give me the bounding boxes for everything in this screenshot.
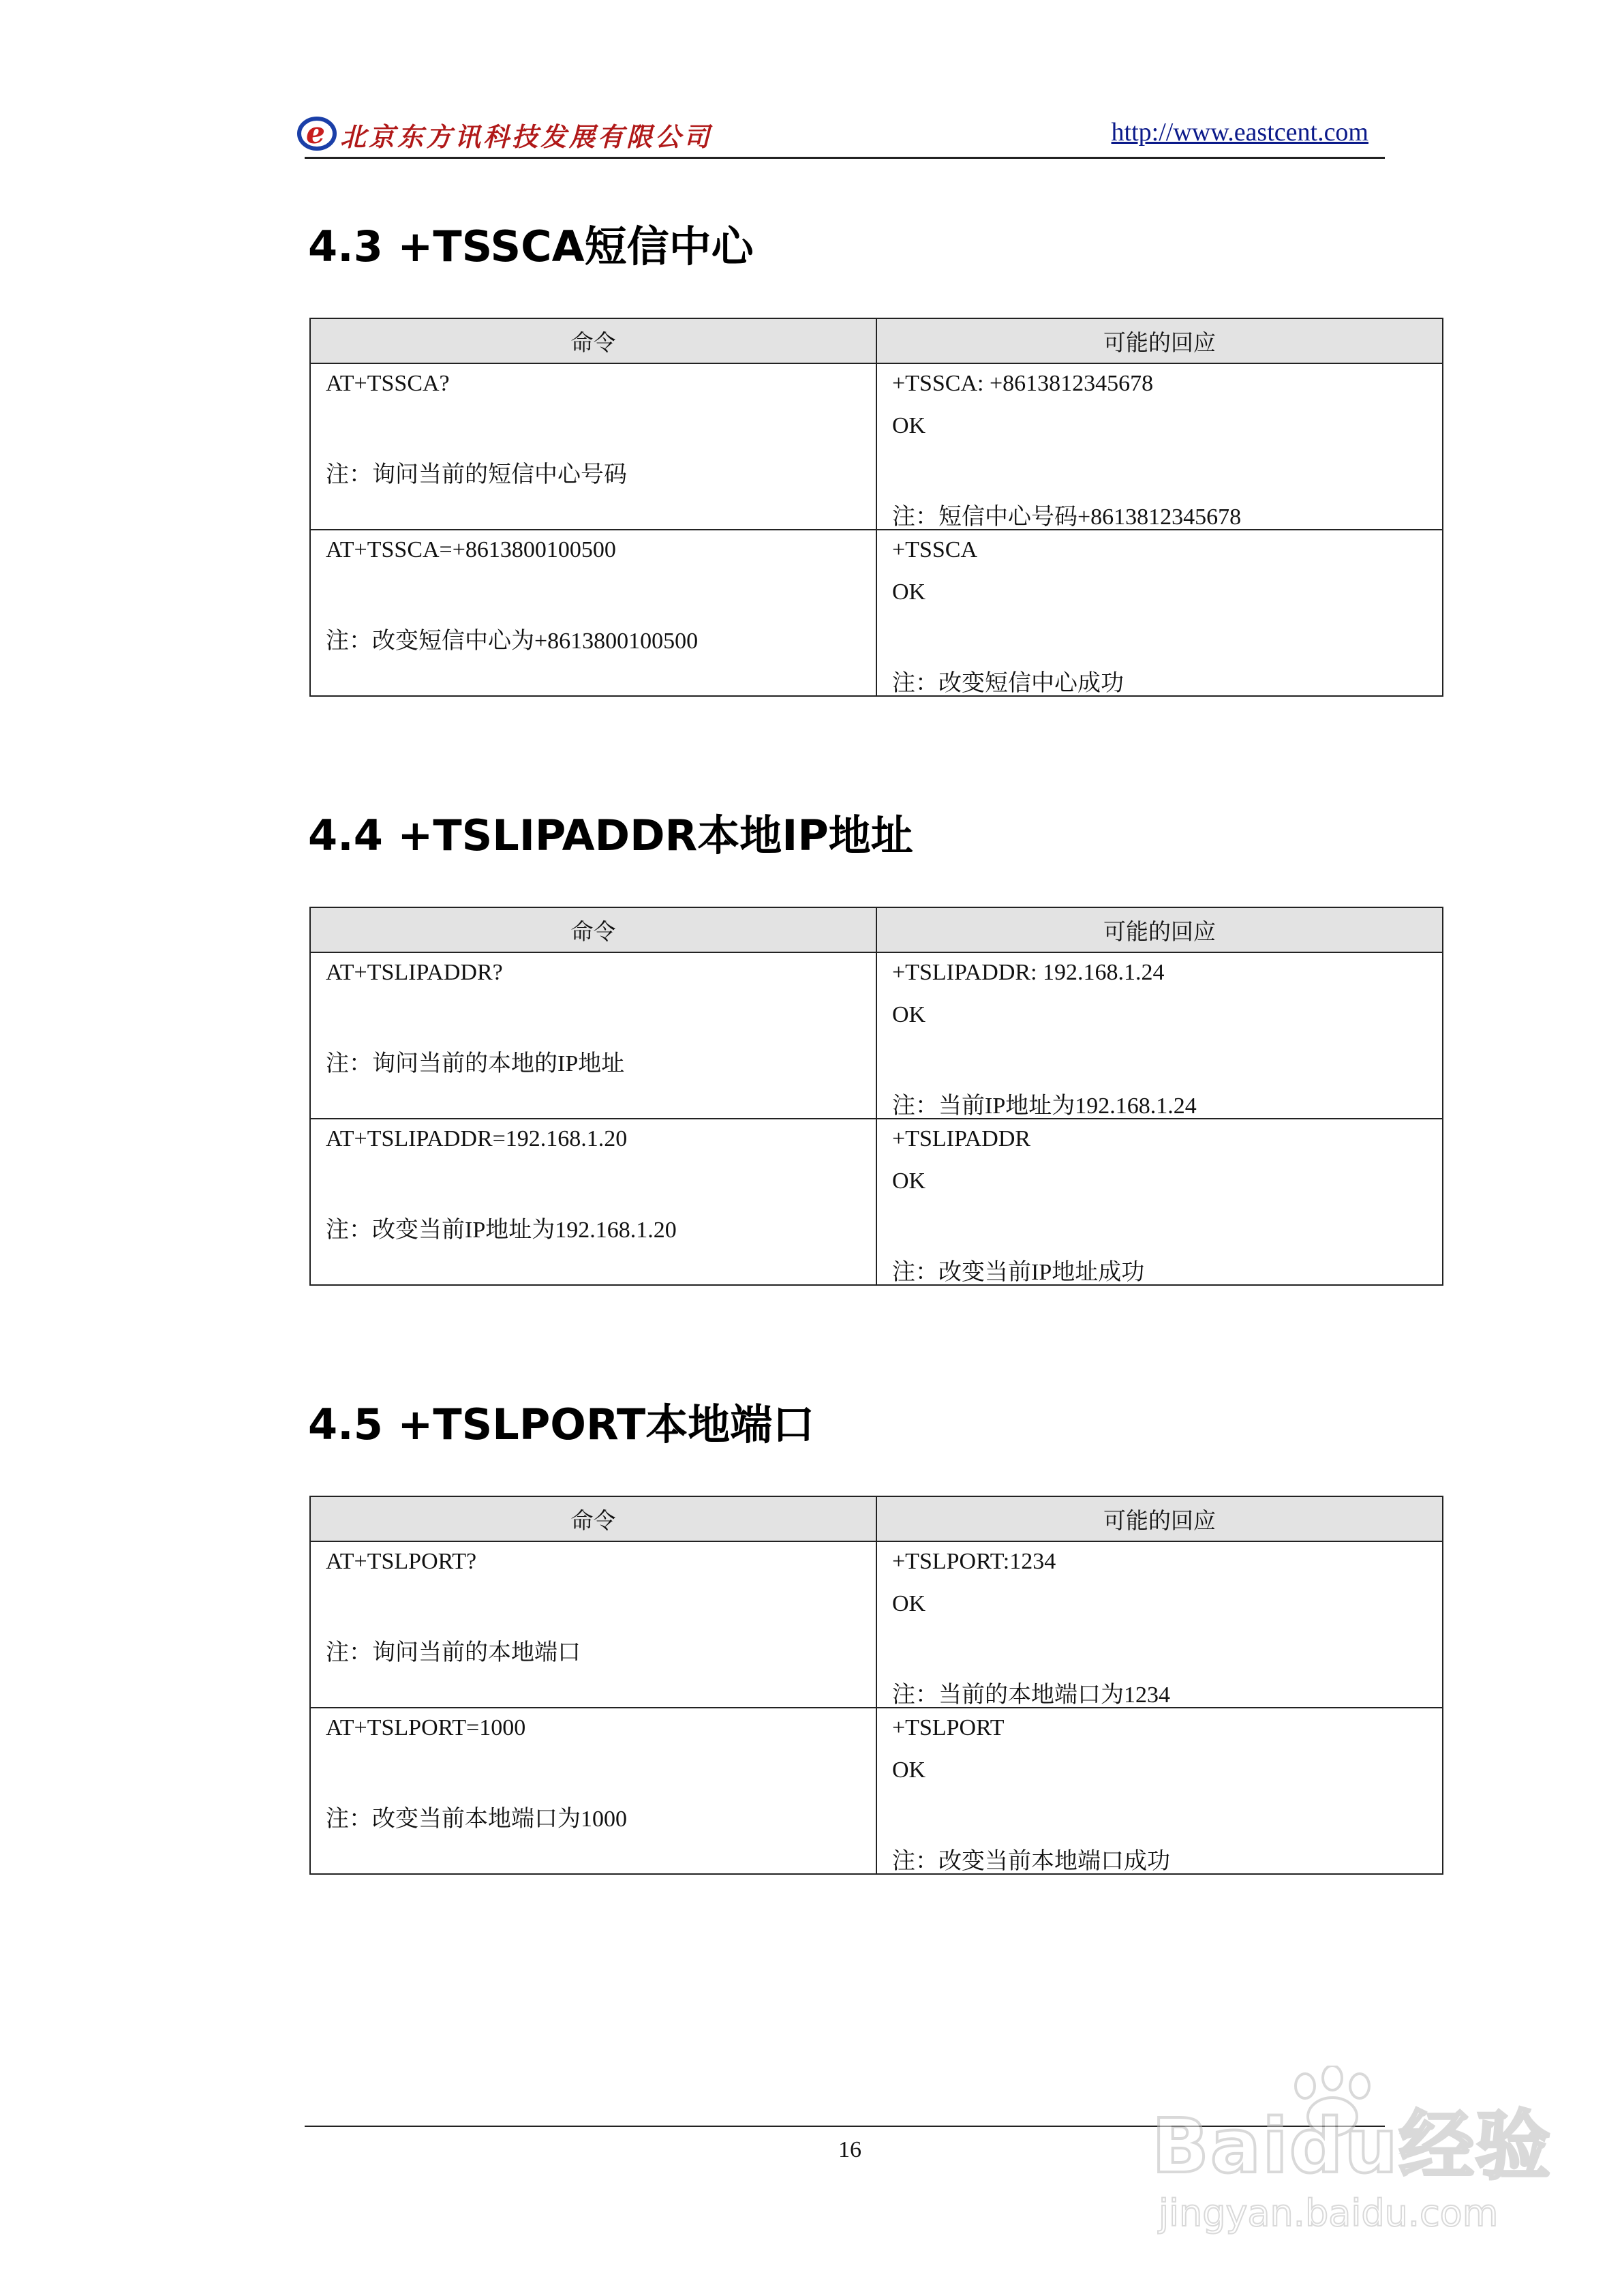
response-note: 注：当前的本地端口为1234 <box>892 1682 1170 1708</box>
watermark-domain: jingyan.baidu.com <box>1159 2192 1499 2235</box>
response-text: +TSSCA: +8613812345678 <box>892 371 1154 396</box>
column-header-command: 命令 <box>310 318 876 363</box>
command-note: 注：询问当前的短信中心号码 <box>326 462 627 487</box>
command-note: 注：改变当前IP地址为192.168.1.20 <box>326 1218 677 1243</box>
svg-text:e: e <box>306 116 325 151</box>
page-header <box>305 109 1385 159</box>
section-title-tslipaddr: 4.4 +TSLIPADDR本地IP地址 <box>308 811 913 860</box>
response-note: 注：短信中心号码+8613812345678 <box>892 504 1242 530</box>
section-title-tssca: 4.3 +TSSCA短信中心 <box>308 222 754 271</box>
response-text: +TSLIPADDR: 192.168.1.24 <box>892 960 1165 985</box>
watermark-brand: Baidu经验 <box>1152 2102 1552 2190</box>
response-ok: OK <box>892 1002 926 1027</box>
table-row <box>310 530 1443 696</box>
table-row <box>310 363 1443 530</box>
response-ok: OK <box>892 1757 926 1783</box>
response-ok: OK <box>892 579 926 605</box>
section-title-tslport: 4.5 +TSLPORT本地端口 <box>308 1400 815 1449</box>
table-tslipaddr <box>309 907 1443 1286</box>
response-text: +TSLIPADDR <box>892 1126 1031 1151</box>
command-text: AT+TSLPORT=1000 <box>326 1715 526 1740</box>
response-note: 注：当前IP地址为192.168.1.24 <box>892 1093 1197 1119</box>
company-url-link[interactable]: http://www.eastcent.com <box>1111 118 1368 147</box>
response-ok: OK <box>892 1591 926 1616</box>
response-text: +TSLPORT <box>892 1715 1005 1740</box>
table-row <box>310 952 1443 1119</box>
column-header-response: 可能的回应 <box>876 1496 1443 1541</box>
command-note: 注：改变短信中心为+8613800100500 <box>326 629 699 654</box>
table-row <box>310 1119 1443 1285</box>
table-tssca <box>309 318 1443 697</box>
command-text: AT+TSLIPADDR? <box>326 960 503 985</box>
column-header-response: 可能的回应 <box>876 318 1443 363</box>
company-name: 北京东方讯科技发展有限公司 <box>340 121 713 152</box>
command-note: 注：改变当前本地端口为1000 <box>326 1807 627 1832</box>
table-row <box>310 1708 1443 1874</box>
column-header-response: 可能的回应 <box>876 907 1443 952</box>
command-text: AT+TSLIPADDR=192.168.1.20 <box>326 1126 628 1151</box>
response-ok: OK <box>892 413 926 438</box>
response-note: 注：改变当前IP地址成功 <box>892 1260 1145 1285</box>
table-row <box>310 1541 1443 1708</box>
command-note: 注：询问当前的本地的IP地址 <box>326 1051 625 1076</box>
command-note: 注：询问当前的本地端口 <box>326 1640 581 1665</box>
baidu-watermark <box>1145 2066 1554 2270</box>
command-text: AT+TSSCA=+8613800100500 <box>326 537 616 562</box>
response-note: 注：改变当前本地端口成功 <box>892 1849 1170 1874</box>
response-text: +TSSCA <box>892 537 977 562</box>
table-tslport <box>309 1496 1443 1875</box>
response-note: 注：改变短信中心成功 <box>892 671 1124 696</box>
column-header-command: 命令 <box>310 907 876 952</box>
command-text: AT+TSSCA? <box>326 371 450 396</box>
company-logo-icon <box>296 112 344 153</box>
response-ok: OK <box>892 1168 926 1194</box>
command-text: AT+TSLPORT? <box>326 1549 477 1574</box>
response-text: +TSLPORT:1234 <box>892 1549 1056 1574</box>
page-number: 16 <box>838 2137 861 2162</box>
column-header-command: 命令 <box>310 1496 876 1541</box>
